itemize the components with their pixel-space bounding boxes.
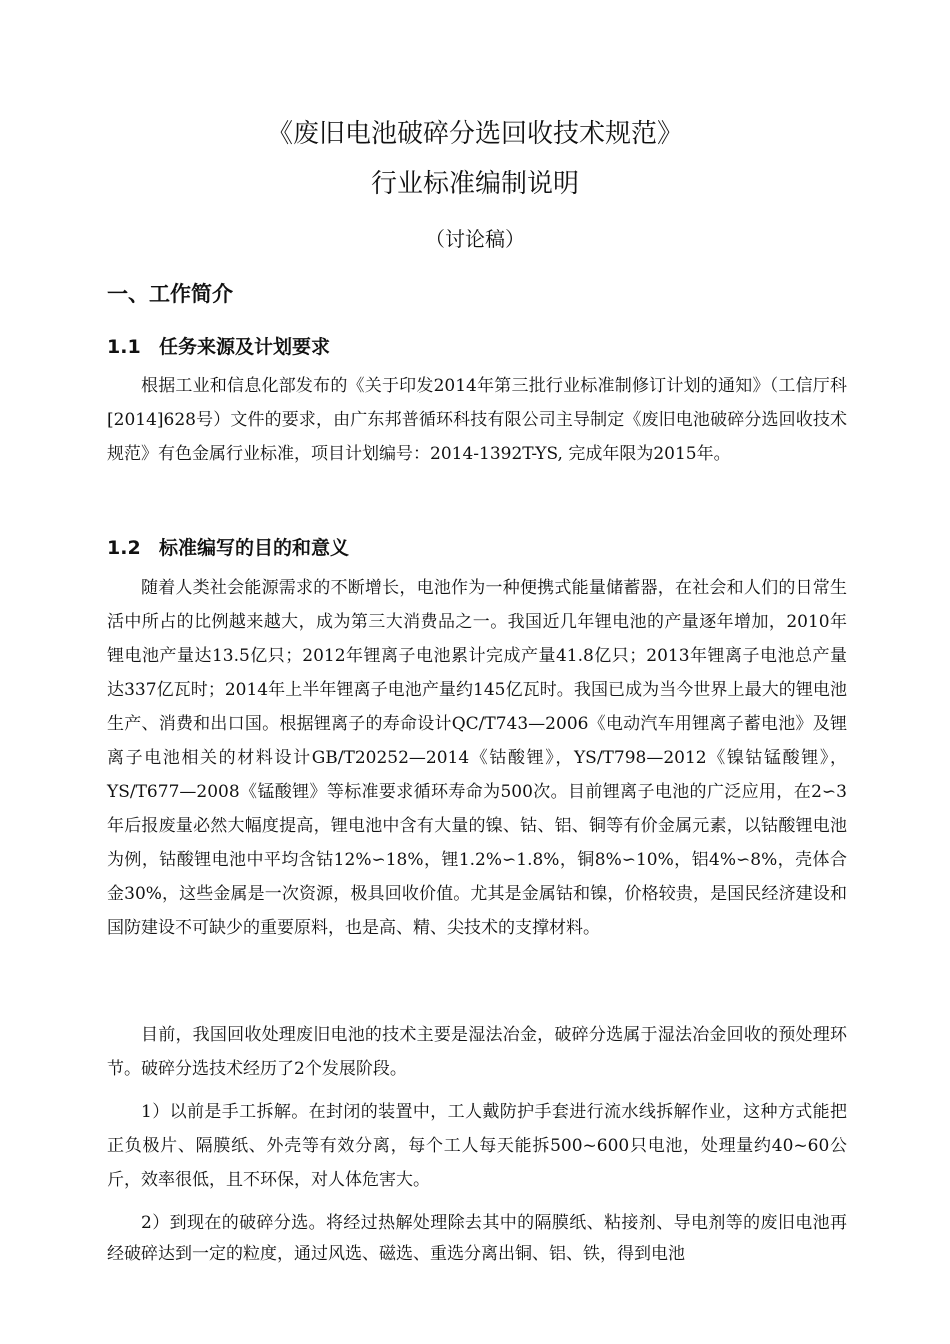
subsection-number: 1.1 <box>107 336 141 358</box>
document-subtitle: 行业标准编制说明 <box>370 169 579 199</box>
paragraph-task-source: 根据工业和信息化部发布的《关于印发2014年第三批行业标准制修订计划的通知》（工信厅科[2014]628号）文件的要求，由广东邦普循环科技有限公司主导制定《废旧电池破碎分选回收技术规范》有色金属行业标准，项目计划编号：2014-1392T-YS, 完成年限为2015年。 <box>107 376 847 464</box>
document-title: 《废旧电池破碎分选回收技术规范》 <box>266 119 683 149</box>
subsection-heading-1-1 <box>107 333 330 361</box>
subsection-number: 1.2 <box>107 537 141 559</box>
paragraph-stage-1: 1）以前是手工拆解。在封闭的装置中，工人戴防护手套进行流水线拆解作业，这种方式能把正负极片、隔膜纸、外壳等有效分离，每个工人每天能拆500~600只电池，处理量约40~60公斤，效率很低，且不环保，对人体危害大。 <box>107 1102 847 1190</box>
subsection-title: 标准编写的目的和意义 <box>159 537 350 559</box>
subsection-title: 任务来源及计划要求 <box>159 336 331 358</box>
subsection-heading-1-2 <box>107 534 349 562</box>
document-draft-label: （讨论稿） <box>425 227 525 251</box>
section-heading-work-intro: 一、工作简介 <box>107 282 233 306</box>
paragraph-current-tech: 目前，我国回收处理废旧电池的技术主要是湿法冶金，破碎分选属于湿法冶金回收的预处理环节。破碎分选技术经历了2个发展阶段。 <box>107 1025 847 1079</box>
paragraph-purpose: 随着人类社会能源需求的不断增长，电池作为一种便携式能量储蓄器，在社会和人们的日常生活中所占的比例越来越大，成为第三大消费品之一。我国近几年锂电池的产量逐年增加，2010年锂电池产量达13.5亿只；2012年锂离子电池累计完成产量41.8亿只；2013年锂离子电池总产量达337亿瓦时；2014年上半年锂离子电池产量约145亿瓦时。我国已成为当今世界上最大的锂电池生产、消费和出口国。根据锂离子的寿命设计QC/T743—2006《电动汽车用锂离子蓄电池》及锂离子电池相关的材料设计GB/T20252—2014《钴酸锂》，YS/T798—2012《镍钴锰酸锂》，YS/T677—2008《锰酸锂》等标准要求循环寿命为500次。目前锂离子电池的广泛应用，在2∽3年后报废量必然大幅度提高，锂电池中含有大量的镍、钴、铝、铜等有价金属元素，以钴酸锂电池为例，钴酸锂电池中平均含钴12%∽18%，锂1.2%∽1.8%，铜8%∽10%，铝4%∽8%，壳体合金30%，这些金属是一次资源，极具回收价值。尤其是金属钴和镍，价格较贵，是国民经济建设和国防建设不可缺少的重要原料，也是高、精、尖技术的支撑材料。 <box>107 578 847 938</box>
paragraph-stage-2: 2）到现在的破碎分选。将经过热解处理除去其中的隔膜纸、粘接剂、导电剂等的废旧电池再经破碎达到一定的粒度，通过风选、磁选、重选分离出铜、铝、铁，得到电池 <box>107 1213 847 1264</box>
